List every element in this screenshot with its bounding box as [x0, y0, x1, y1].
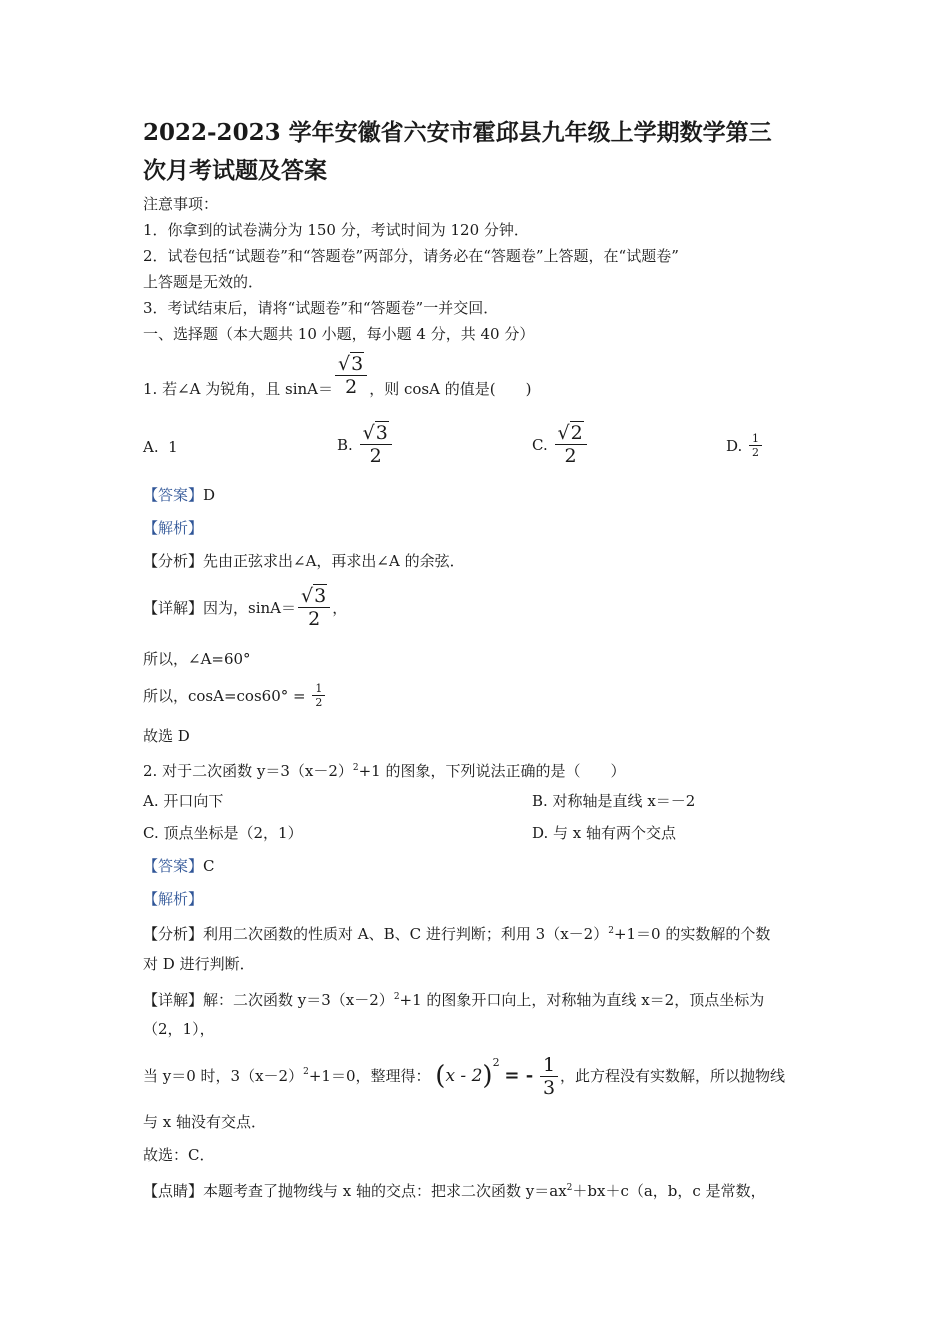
- q1-option-c: C. $\frac{√2}{2}$: [532, 422, 589, 467]
- q2-option-d: D. 与 x 轴有两个交点: [532, 824, 677, 842]
- q1-option-d: D. $\frac{1}{2}$: [726, 432, 764, 459]
- q1-option-b: B. $\frac{√3}{2}$: [337, 422, 394, 467]
- notice-item: 上答题是无效的．: [143, 273, 264, 291]
- q2-dianjing: 【点睛】本题考查了抛物线与 x 轴的交点：把求二次函数 $y=ax^2+bx+c(a$，b，c 是常数，: [143, 1182, 766, 1200]
- doc-title-line1: 2022-2023 学年安徽省六安市霍邱县九年级上学期数学第三: [143, 119, 772, 146]
- q2-fenxi-line2: 对 D 进行判断．: [143, 955, 255, 973]
- q1-conclusion: 故选 D: [143, 727, 190, 745]
- q2-xiangjie-line1: 【详解】解：二次函数 $y=3(x-2)^2+1$ 的图象开口向上，对称轴为直线 x＝2，顶点坐标为: [143, 991, 765, 1009]
- q2-answer: 【答案】C: [143, 857, 215, 875]
- q1-answer: 【答案】D: [143, 486, 216, 504]
- q2-fenxi-line1: 【分析】利用二次函数的性质对 A、B、C 进行判断；利用 $3(x-2)^2+1=0$ 的实数解的个数: [143, 925, 771, 943]
- q2-option-a: A. 开口向下: [143, 792, 224, 810]
- q1-xiangjie: 【详解】因为，sinA＝ $\frac{√3}{2}$ ，: [143, 585, 348, 630]
- q2-option-c: C. 顶点坐标是（2，1）: [143, 824, 303, 842]
- notice-heading: 注意事项：: [143, 195, 219, 213]
- section-heading: 一、选择题（本大题共 10 小题，每小题 4 分，共 40 分）: [143, 325, 535, 343]
- q1-analysis-tag: 【解析】: [143, 519, 204, 537]
- q1-fraction: $\frac{√3}{2}$: [335, 353, 367, 398]
- q2-xiangjie-line2: （2，1），: [143, 1020, 215, 1038]
- q1-stem: 1. 若∠A 为锐角，且 sinA＝ $\frac{√3}{2}$ ，则 cosA 的值是( ): [143, 352, 532, 398]
- doc-title-line2: 次月考试题及答案: [143, 157, 327, 184]
- q2-stem: 2. 对于二次函数 $y=3(x-2)^2+1$ 的图象，下列说法正确的是（ ）: [143, 762, 626, 780]
- notice-item: 1．你拿到的试卷满分为 150 分，考试时间为 120 分钟．: [143, 221, 529, 239]
- notice-item: 3．考试结束后，请将“试题卷”和“答题卷”一并交回．: [143, 299, 499, 317]
- q2-xiangjie-line4: 与 x 轴没有交点．: [143, 1113, 266, 1131]
- q2-conclusion: 故选：C．: [143, 1146, 215, 1164]
- q2-xiangjie-line3: 当 y＝0 时，$3(x-2)^2+1=0$，整理得： (x - 2)$^2$ = - $\frac{1}{3}$ ，此方程没有实数解，所以抛物线: [143, 1053, 786, 1099]
- notice-item: 2．试卷包括“试题卷”和“答题卷”两部分，请务必在“答题卷”上答题，在“试题卷”: [143, 247, 679, 265]
- q2-analysis-tag: 【解析】: [143, 890, 204, 908]
- q1-step1: 所以，∠A=60°: [143, 650, 251, 668]
- q1-fenxi: 【分析】先由正弦求出∠A，再求出∠A 的余弦．: [143, 552, 465, 570]
- q2-option-b: B. 对称轴是直线 x＝－2: [532, 792, 696, 810]
- q1-option-a: A. 1: [143, 438, 178, 456]
- q1-step2: 所以，cosA=cos60° = $\frac{1}{2}$: [143, 682, 327, 709]
